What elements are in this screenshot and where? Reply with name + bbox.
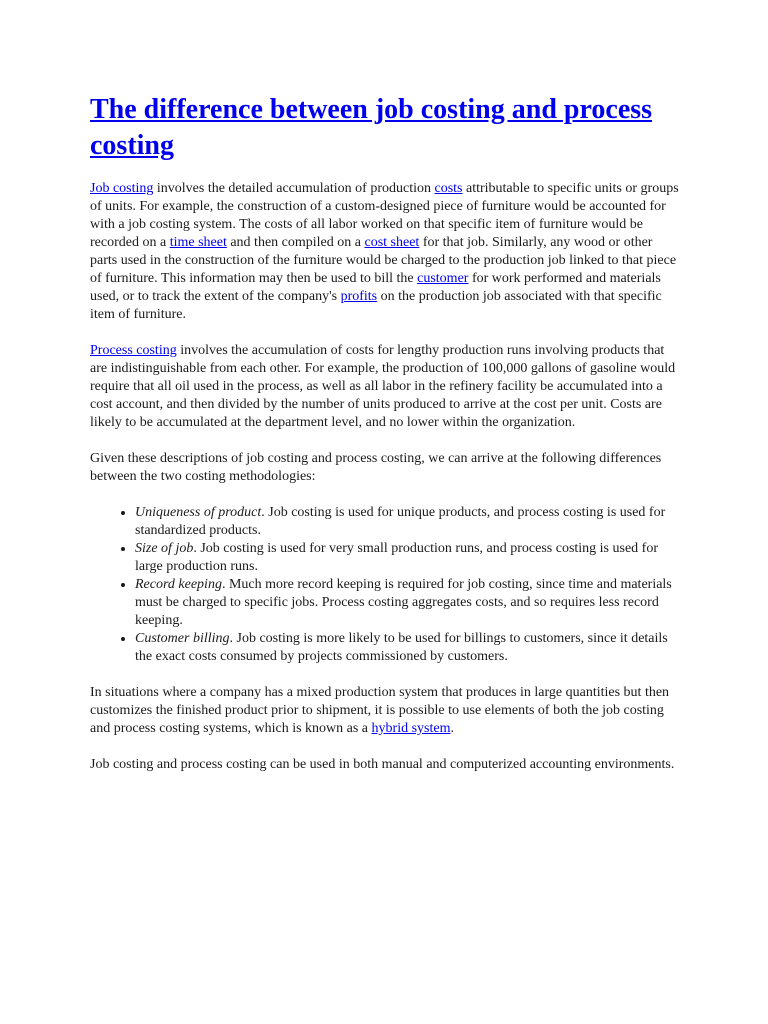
- list-item-term: Customer billing: [135, 631, 230, 646]
- text-span: involves the detailed accumulation of production: [153, 181, 435, 196]
- list-item-term: Uniqueness of product: [135, 505, 262, 520]
- page-title[interactable]: The difference between job costing and process costing: [90, 94, 653, 161]
- text-span: for work performed and materials used, or to track the extent of the company's: [90, 271, 661, 304]
- paragraph-environments: Job costing and process costing can be used in both manual and computerized accounting environments.: [90, 757, 675, 772]
- paragraph-differences-intro: Given these descriptions of job costing and process costing, we can arrive at the following differences between the two costing methodologies:: [90, 451, 662, 484]
- link-customer[interactable]: customer: [417, 271, 469, 286]
- paragraph-hybrid: [90, 684, 680, 738]
- list-item: [135, 540, 680, 576]
- list-item-term: Size of job: [135, 541, 194, 556]
- text-span: .: [450, 721, 454, 736]
- link-costs[interactable]: costs: [434, 181, 463, 196]
- link-process-costing[interactable]: Process costing: [90, 343, 177, 358]
- text-span: In situations where a company has a mixed production system that produces in large quantities but then customizes the finished product prior to shipment, it is possible to use elements of both the job costing and process costing systems, which is known as a: [90, 685, 670, 736]
- list-item: [135, 576, 680, 630]
- list-item: [135, 504, 680, 540]
- link-job-costing[interactable]: Job costing: [90, 181, 154, 196]
- list-item-text: . Job costing is used for very small production runs, and process costing is used for large production runs.: [135, 541, 658, 574]
- text-span: on the production job associated with that specific item of furniture.: [90, 289, 662, 322]
- link-cost-sheet[interactable]: cost sheet: [364, 235, 420, 250]
- paragraph-job-costing: [90, 180, 680, 324]
- list-item-text: . Job costing is used for unique products, and process costing is used for standardized products.: [135, 505, 666, 538]
- text-span: and then compiled on a: [226, 235, 365, 250]
- text-span: involves the accumulation of costs for lengthy production runs involving products that are indistinguishable from each other. For example, the production of 100,000 gallons of gasoline would require that all oil used in the process, as well as all labor in the refinery facility be accumulated into a cost account, and then divided by the number of units produced to arrive at the cost per unit. Costs are likely to be accumulated at the department level, and no lower within the organization.: [90, 343, 676, 430]
- link-hybrid-system[interactable]: hybrid system: [371, 721, 451, 736]
- paragraph-process-costing: [90, 342, 680, 432]
- differences-list: [90, 504, 680, 666]
- article-body: [90, 92, 680, 774]
- text-span: attributable to specific units or groups of units. For example, the construction of a custom-designed piece of furniture would be accounted for with a job costing system. The costs of all labor worked on that specific item of furniture would be recorded on a: [90, 181, 679, 250]
- list-item-text: . Much more record keeping is required for job costing, since time and materials must be charged to specific jobs. Process costing aggregates costs, and so requires less record keeping.: [135, 577, 672, 628]
- list-item-term: Record keeping: [135, 577, 222, 592]
- link-profits[interactable]: profits: [340, 289, 378, 304]
- list-item-text: . Job costing is more likely to be used for billings to customers, since it details the exact costs consumed by projects commissioned by customers.: [135, 631, 668, 664]
- text-span: for that job. Similarly, any wood or other parts used in the construction of the furniture would be charged to the production job linked to that piece of furniture. This information may then be used to bill the: [90, 235, 677, 286]
- list-item: [135, 630, 680, 666]
- link-time-sheet[interactable]: time sheet: [169, 235, 227, 250]
